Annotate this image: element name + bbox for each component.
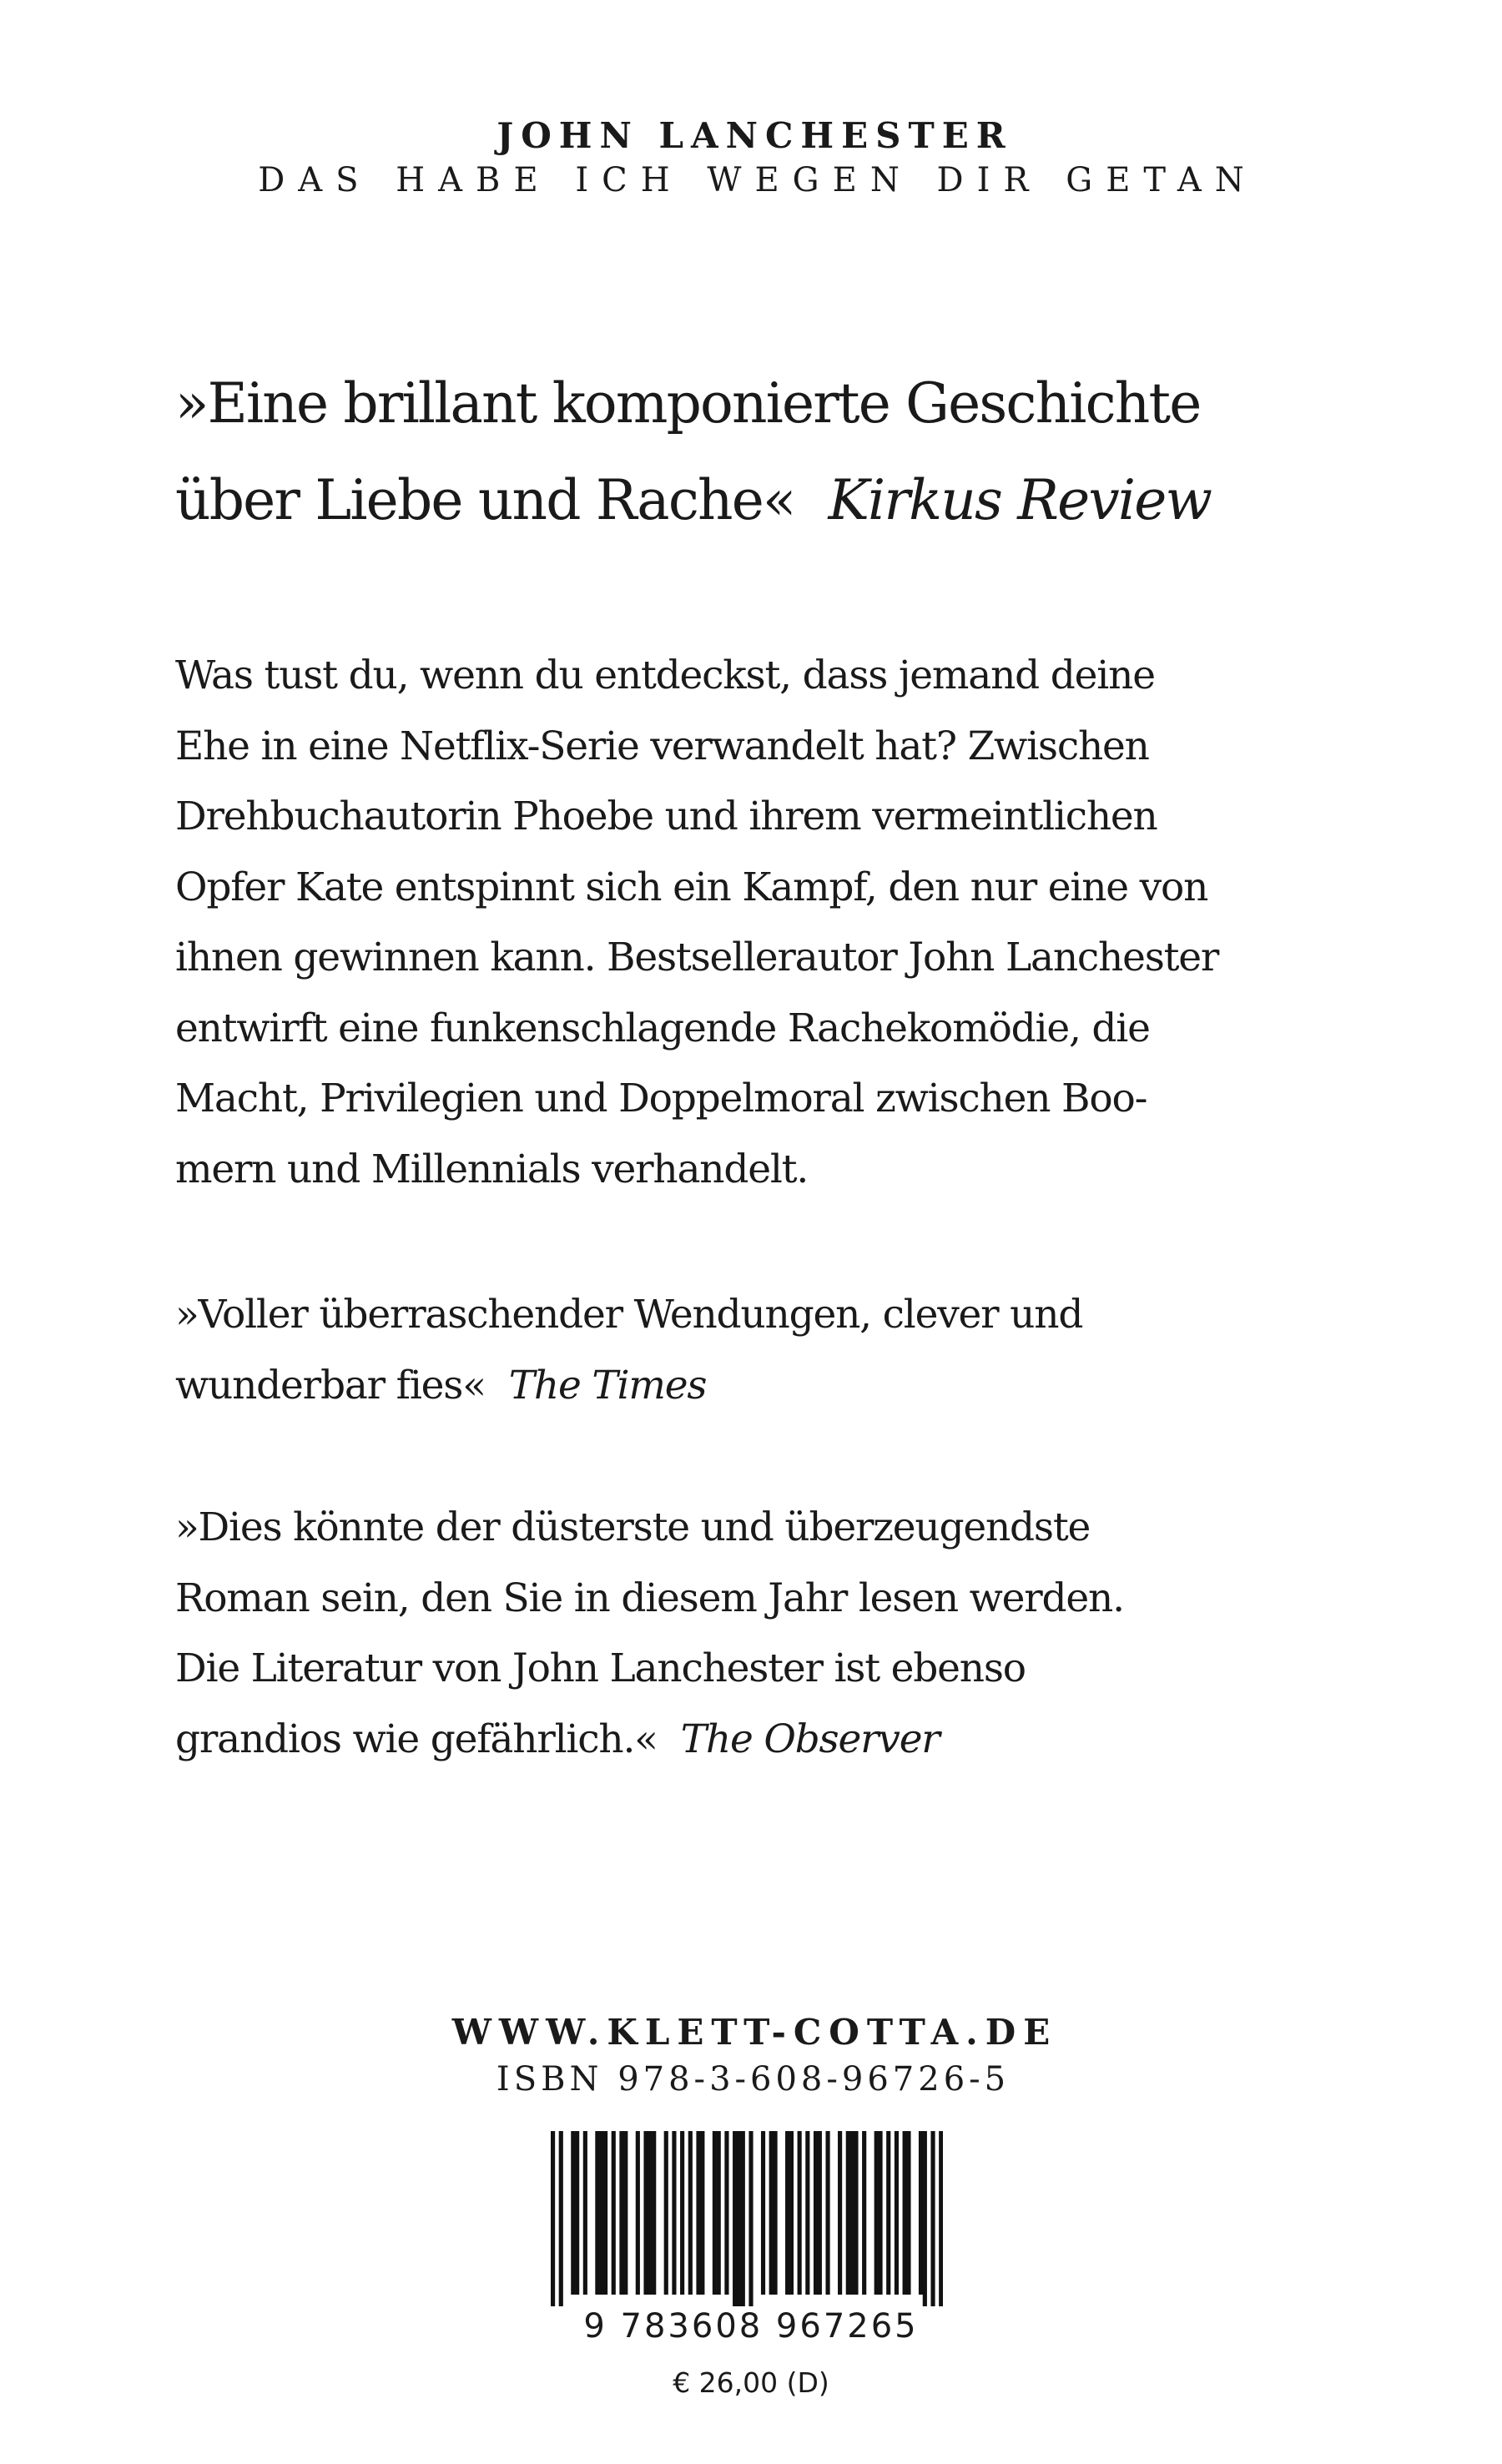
barcode-bar xyxy=(785,2131,789,2295)
barcode-bar xyxy=(724,2131,728,2295)
barcode-bar xyxy=(923,2131,927,2306)
quote-line-with-source xyxy=(175,1705,1360,1776)
barcode-bar xyxy=(636,2131,640,2295)
barcode-bar xyxy=(825,2131,829,2295)
barcode-digits: 9 783608 967265 xyxy=(583,2307,919,2346)
barcode-bar xyxy=(599,2131,603,2295)
barcode-bar xyxy=(862,2131,866,2295)
barcode-graphic xyxy=(551,2131,943,2306)
barcode-bar xyxy=(906,2131,910,2295)
blurb-line: entwirft eine funkenschlagende Rachekomödie, die xyxy=(175,1005,1150,1051)
barcode-bar xyxy=(664,2131,668,2295)
barcode-bar xyxy=(652,2131,656,2295)
quote-source: The Times xyxy=(508,1362,707,1408)
barcode-bar xyxy=(850,2131,854,2295)
lead-quote-line-with-source xyxy=(175,452,1360,549)
barcode-bar xyxy=(748,2131,753,2306)
barcode-bar xyxy=(798,2131,802,2295)
barcode-bar xyxy=(612,2131,616,2295)
barcode-bar xyxy=(789,2131,794,2295)
blurb-line: Was tust du, wenn du entdeckst, dass jemand deine xyxy=(175,653,1155,698)
blurb-line: Opfer Kate entspinnt sich ein Kampf, den nur eine von xyxy=(175,864,1208,910)
quote-line: Die Literatur von John Lanchester ist ebenso xyxy=(175,1645,1026,1691)
quote-line: »Dies könnte der düsterste und überzeugendste xyxy=(175,1504,1091,1550)
blurb-line: Ehe in eine Netflix-Serie verwandelt hat? Zwischen xyxy=(175,723,1149,769)
barcode-bar xyxy=(769,2131,774,2295)
press-quote-observer xyxy=(175,1493,1360,1775)
barcode-bar xyxy=(838,2131,842,2295)
author-name: JOHN LANCHESTER xyxy=(496,115,1013,156)
barcode-bar xyxy=(575,2131,579,2295)
barcode-bar xyxy=(700,2131,704,2295)
barcode-bar xyxy=(643,2131,648,2295)
barcode-bar xyxy=(919,2131,923,2295)
barcode-bar xyxy=(733,2131,737,2306)
lead-quote-source: Kirkus Review xyxy=(828,468,1212,532)
barcode-bar xyxy=(559,2131,563,2306)
blurb-line: Macht, Privilegien und Doppelmoral zwischen Boo- xyxy=(175,1076,1147,1121)
quote-line: grandios wie gefährlich.« xyxy=(175,1716,658,1762)
blurb-line: mern und Millennials verhandelt. xyxy=(175,1146,809,1192)
press-quote-times xyxy=(175,1280,1360,1421)
barcode-bar xyxy=(878,2131,882,2295)
barcode-bar xyxy=(741,2131,745,2306)
lead-quote-line: über Liebe und Rache« xyxy=(175,468,795,532)
barcode-bar xyxy=(874,2131,879,2295)
barcode-bar xyxy=(930,2131,935,2306)
barcode-bar xyxy=(818,2131,822,2295)
barcode-bar xyxy=(895,2131,899,2295)
barcode-bar xyxy=(672,2131,676,2295)
barcode-bar xyxy=(680,2131,684,2295)
quote-source: The Observer xyxy=(680,1716,940,1762)
barcode-bar xyxy=(805,2131,809,2295)
barcode-bar xyxy=(583,2131,587,2295)
barcode-bar xyxy=(773,2131,777,2295)
blurb-line: Drehbuchautorin Phoebe und ihrem vermeintlichen xyxy=(175,794,1157,839)
barcode-bar xyxy=(761,2131,765,2295)
cover-footer xyxy=(0,2009,1502,2103)
quote-line: wunderbar fies« xyxy=(175,1362,486,1408)
barcode-bar xyxy=(854,2131,858,2295)
barcode-bar xyxy=(939,2131,943,2306)
barcode-bar xyxy=(814,2131,818,2295)
cover-header xyxy=(0,115,1502,204)
barcode-bar xyxy=(903,2131,907,2295)
barcode-bar xyxy=(571,2131,575,2295)
barcode-icon xyxy=(551,2131,943,2306)
price-label: € 26,00 (D) xyxy=(673,2366,829,2399)
blurb-line: ihnen gewinnen kann. Bestsellerautor John Lanchester xyxy=(175,935,1219,980)
isbn-number: ISBN 978-3-608-96726-5 xyxy=(496,2060,1011,2099)
barcode-bar xyxy=(648,2131,652,2295)
cover-text xyxy=(175,355,1360,1775)
blurb-text xyxy=(175,641,1360,1205)
lead-quote xyxy=(175,355,1360,549)
barcode-bar xyxy=(603,2131,607,2295)
barcode-bar xyxy=(688,2131,693,2295)
barcode-bar xyxy=(717,2131,721,2295)
barcode-bar xyxy=(713,2131,717,2295)
quote-line: Roman sein, den Sie in diesem Jahr lesen werden. xyxy=(175,1575,1124,1621)
barcode-bar xyxy=(737,2131,741,2306)
lead-quote-line: »Eine brillant komponierte Geschichte xyxy=(175,371,1201,436)
barcode-bar xyxy=(551,2131,555,2306)
book-title: DAS HABE ICH WEGEN DIR GETAN xyxy=(258,161,1258,199)
barcode-bar xyxy=(846,2131,850,2295)
quote-line: »Voller überraschender Wendungen, clever und xyxy=(175,1292,1083,1338)
barcode-bar xyxy=(595,2131,599,2295)
barcode-bar xyxy=(619,2131,623,2295)
publisher-website: WWW.KLETT-COTTA.DE xyxy=(451,2012,1058,2053)
barcode-bar xyxy=(696,2131,700,2295)
barcode-bar xyxy=(623,2131,628,2295)
barcode-bar xyxy=(886,2131,890,2295)
quote-line-with-source xyxy=(175,1351,1360,1422)
